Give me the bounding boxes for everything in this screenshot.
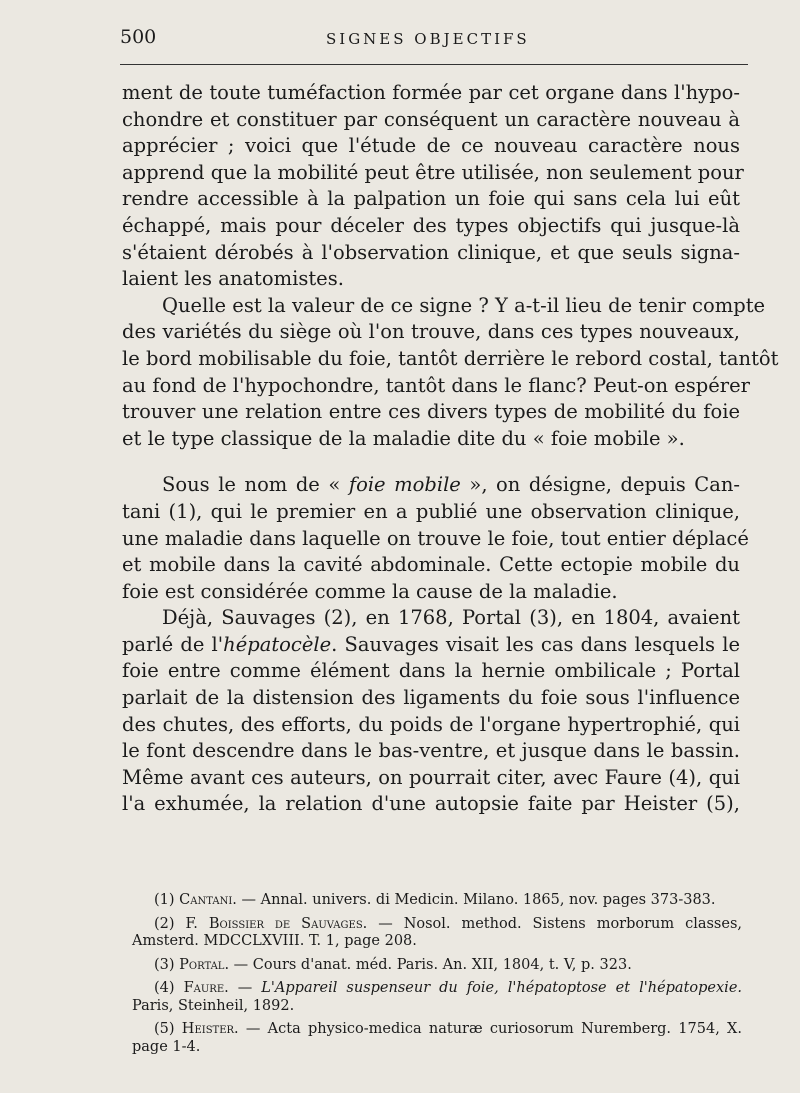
text-line: des chutes, des efforts, du poids de l'organe hypertrophié, qui <box>122 712 740 736</box>
footnote-author: F. Boissier de Sauvages. <box>185 915 368 932</box>
text-line: Quelle est la valeur de ce signe ? Y a-t-il lieu de tenir compte <box>162 293 766 317</box>
footnote-text: Paris, Steinheil, 1892. <box>132 997 295 1014</box>
page-header <box>120 26 748 56</box>
paragraph-2 <box>122 293 779 453</box>
footnote-text: — Nosol. method. Sistens morborum classes, Amsterd. MDCCLXVIII. T. 1, page 208. <box>132 915 743 949</box>
text-line <box>122 632 740 659</box>
page-number: 500 <box>120 26 157 48</box>
text-line: apprécier ; voici que l'étude de ce nouveau caractère nous <box>122 134 740 158</box>
footnote-author: Cantani. <box>179 892 237 908</box>
text-line: Déjà, Sauvages (2), en 1768, Portal (3), en 1804, avaient <box>162 606 740 630</box>
body-text <box>122 80 779 818</box>
italic-term: hépatocèle <box>223 632 332 656</box>
text-line: des variétés du siège où l'on trouve, dans ces types nouveaux, <box>122 320 740 344</box>
footnote-number: (3) <box>154 956 180 973</box>
text-line: ment de toute tuméfaction formée par cet organe dans l'hypo- <box>122 81 740 104</box>
text-line: apprend que la mobilité peut être utilisée, non seulement pour <box>122 160 744 184</box>
footnote-author: Faure. <box>183 980 229 996</box>
text-line: le font descendre dans le bas-ventre, et jusque dans le bassin. <box>122 739 740 763</box>
text-line: trouver une relation entre ces divers types de mobilité du foie <box>122 400 740 424</box>
header-rule <box>120 64 748 65</box>
footnote-number: (5) <box>154 1021 182 1037</box>
text-line: au fond de l'hypochondre, tantôt dans le flanc? Peut-on espérer <box>122 373 750 397</box>
text-line: et le type classique de la maladie dite du « foie mobile ». <box>122 426 685 450</box>
footnote-number: (1) <box>154 892 180 908</box>
text-line: l'a exhumée, la relation d'une autopsie faite par Heister (5), <box>122 792 740 816</box>
footnote-number: (2) <box>154 915 186 932</box>
paragraph-4 <box>122 605 740 818</box>
text-fragment: Sous le nom de « <box>162 473 349 497</box>
text-line: laient les anatomistes. <box>122 267 344 291</box>
text-line: rendre accessible à la palpation un foie qui sans cela lui eût <box>122 187 740 211</box>
footnote-1 <box>132 892 742 910</box>
footnote-text: — Acta physico-medica naturæ curiosorum Nuremberg. 1754, X. page 1-4. <box>132 1021 742 1055</box>
text-line: Même avant ces auteurs, on pourrait citer, avec Faure (4), qui <box>122 765 740 789</box>
footnote-4 <box>132 980 742 1015</box>
footnotes <box>132 892 742 1062</box>
paragraph-1 <box>122 80 744 293</box>
text-line <box>122 472 740 499</box>
footnote-italic-title: L'Appareil suspenseur du foie, l'hépatoptose et l'hépatopexie. <box>261 980 743 996</box>
italic-term: foie mobile <box>348 473 461 497</box>
footnote-author: Portal. <box>179 956 230 973</box>
text-line: chondre et constituer par conséquent un caractère nouveau à <box>122 107 740 131</box>
text-line: parlait de la distension des ligaments du foie sous l'influence <box>122 686 740 710</box>
text-line: tani (1), qui le premier en a publié une observation clinique, <box>122 499 740 523</box>
footnote-5 <box>132 1021 742 1056</box>
text-line: une maladie dans laquelle on trouve le foie, tout entier déplacé <box>122 526 749 550</box>
text-fragment: », on désigne, depuis Can- <box>460 473 740 497</box>
text-line: s'étaient dérobés à l'observation clinique, et que seuls signa- <box>122 240 740 264</box>
paragraph-3 <box>122 472 749 605</box>
footnote-text: — <box>228 980 262 996</box>
footnote-text: — Annal. univers. di Medicin. Milano. 1865, nov. pages 373-383. <box>236 892 716 908</box>
running-title: SIGNES OBJECTIFS <box>326 30 530 48</box>
footnote-2 <box>132 916 742 951</box>
text-line: foie est considérée comme la cause de la maladie. <box>122 579 618 603</box>
text-line: échappé, mais pour déceler des types objectifs qui jusque-là <box>122 213 740 237</box>
text-line: foie entre comme élément dans la hernie ombilicale ; Portal <box>122 659 740 683</box>
text-fragment: . Sauvages visait les cas dans lesquels le <box>331 632 740 656</box>
footnote-author: Heister. <box>181 1021 239 1037</box>
section-gap <box>122 452 740 472</box>
footnote-3 <box>132 957 742 975</box>
footnote-text: — Cours d'anat. méd. Paris. An. XII, 1804, t. V, p. 323. <box>229 956 632 973</box>
text-fragment: parlé de l' <box>122 632 224 656</box>
text-line: le bord mobilisable du foie, tantôt derrière le rebord costal, tantôt <box>122 346 779 370</box>
text-line: et mobile dans la cavité abdominale. Cette ectopie mobile du <box>122 553 740 577</box>
footnote-number: (4) <box>154 980 184 996</box>
